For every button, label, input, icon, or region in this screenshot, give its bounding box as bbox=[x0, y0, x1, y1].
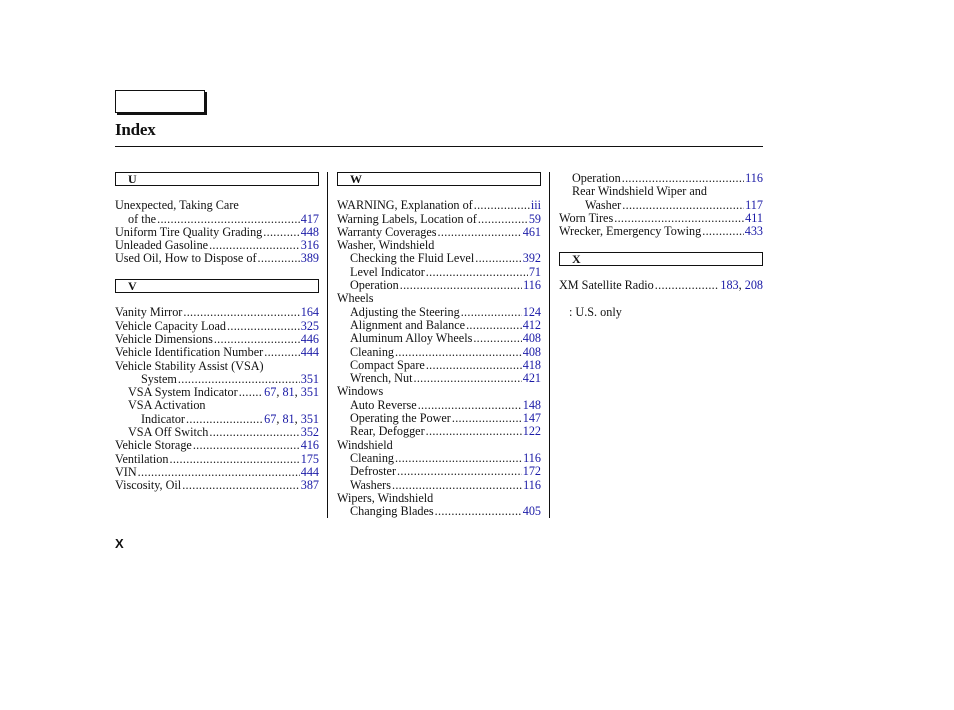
index-entry bbox=[115, 346, 319, 359]
entry-label: Vehicle Capacity Load bbox=[115, 318, 226, 333]
column-divider bbox=[549, 172, 550, 518]
title-divider bbox=[115, 146, 763, 147]
page-link[interactable]: 81 bbox=[282, 411, 295, 426]
entry-pages bbox=[523, 479, 541, 492]
entry-label: Washers bbox=[350, 477, 391, 492]
page-link[interactable]: 417 bbox=[300, 211, 319, 226]
section-gap bbox=[115, 266, 319, 279]
page-link[interactable]: 448 bbox=[300, 224, 319, 239]
entry-label: Wrecker, Emergency Towing bbox=[559, 224, 702, 239]
leader-dots bbox=[435, 505, 522, 518]
entry-label: Operation bbox=[572, 171, 621, 185]
leader-dots bbox=[258, 252, 300, 265]
entry-pages bbox=[745, 199, 763, 212]
entry-label: VSA System Indicator bbox=[128, 385, 238, 400]
entry-pages bbox=[523, 306, 541, 319]
leader-dots bbox=[426, 425, 522, 438]
entry-pages bbox=[523, 226, 541, 239]
entry-label: Cleaning bbox=[350, 344, 395, 359]
index-entry bbox=[559, 172, 763, 185]
entry-pages bbox=[523, 372, 541, 385]
index-entry bbox=[115, 453, 319, 466]
index-entry bbox=[115, 252, 319, 265]
index-entry bbox=[115, 413, 319, 426]
leader-dots bbox=[395, 452, 522, 465]
index-entry-heading: Washer, Windshield bbox=[337, 238, 435, 253]
page-link[interactable]: 117 bbox=[745, 197, 763, 212]
entry-pages bbox=[745, 225, 763, 238]
leader-dots bbox=[138, 466, 300, 479]
entry-label: Level Indicator bbox=[350, 264, 425, 279]
page-link[interactable]: 172 bbox=[522, 464, 541, 479]
entry-pages bbox=[523, 252, 541, 265]
entry-label: Wrench, Nut bbox=[350, 371, 413, 386]
section-gap bbox=[559, 292, 763, 305]
page-link[interactable]: 81 bbox=[282, 385, 295, 400]
page-link[interactable]: 124 bbox=[522, 304, 541, 319]
entry-pages bbox=[301, 426, 319, 439]
leader-dots bbox=[193, 439, 300, 452]
leader-dots bbox=[227, 320, 300, 333]
leader-dots bbox=[622, 172, 744, 185]
leader-dots bbox=[169, 453, 299, 466]
leader-dots bbox=[622, 199, 744, 212]
entry-pages bbox=[745, 172, 763, 185]
leader-dots bbox=[438, 226, 522, 239]
index-entry bbox=[337, 332, 541, 345]
entry-pages bbox=[301, 439, 319, 452]
page-link[interactable]: 444 bbox=[300, 345, 319, 360]
entry-pages bbox=[523, 359, 541, 372]
entry-pages bbox=[301, 479, 319, 492]
leader-dots bbox=[614, 212, 744, 225]
page-link[interactable]: 411 bbox=[745, 210, 763, 225]
entry-pages bbox=[523, 465, 541, 478]
page-link[interactable]: 433 bbox=[744, 224, 763, 239]
section-gap bbox=[115, 186, 319, 199]
index-entry bbox=[337, 213, 541, 226]
entry-label: Operation bbox=[350, 278, 399, 293]
entry-label: Used Oil, How to Dispose of bbox=[115, 251, 257, 266]
index-entry-heading: Rear Windshield Wiper and bbox=[572, 184, 707, 199]
section-header-x: X bbox=[559, 252, 763, 266]
index-entry bbox=[337, 359, 541, 372]
index-entry bbox=[337, 425, 541, 438]
leader-dots bbox=[478, 213, 528, 226]
index-entry-heading: VSA Activation bbox=[128, 398, 206, 413]
index-entry-heading: Wheels bbox=[337, 291, 374, 306]
entry-label: System bbox=[141, 371, 177, 386]
leader-dots bbox=[186, 413, 263, 426]
entry-label: Vehicle Dimensions bbox=[115, 331, 213, 346]
leader-dots bbox=[214, 333, 300, 346]
index-entry bbox=[115, 466, 319, 479]
leader-dots bbox=[239, 386, 263, 399]
index-entry bbox=[115, 226, 319, 239]
page-link[interactable]: 116 bbox=[745, 171, 763, 185]
entry-label: Warranty Coverages bbox=[337, 224, 437, 239]
section-gap bbox=[559, 266, 763, 279]
index-entry bbox=[115, 239, 319, 252]
page-letter: X bbox=[115, 536, 124, 551]
entry-pages bbox=[301, 252, 319, 265]
section-gap bbox=[559, 238, 763, 251]
entry-label: VIN bbox=[115, 464, 137, 479]
nav-box[interactable] bbox=[115, 90, 205, 113]
page-link[interactable]: 412 bbox=[522, 317, 541, 332]
leader-dots bbox=[263, 226, 299, 239]
entry-pages bbox=[523, 399, 541, 412]
page-link[interactable]: 164 bbox=[300, 305, 319, 320]
page-link[interactable]: 116 bbox=[523, 278, 541, 293]
entry-label: of the bbox=[128, 211, 157, 226]
leader-dots bbox=[461, 306, 522, 319]
index-entry bbox=[337, 372, 541, 385]
entry-pages: 67, 81, 351 bbox=[264, 411, 319, 426]
index-entry bbox=[115, 373, 319, 386]
entry-label: Indicator bbox=[141, 411, 185, 426]
section-header-v: V bbox=[115, 279, 319, 293]
entry-label: Vehicle Storage bbox=[115, 438, 192, 453]
leader-dots bbox=[475, 252, 521, 265]
entry-label: Warning Labels, Location of bbox=[337, 211, 477, 226]
index-entry-heading: Windows bbox=[337, 384, 384, 399]
entry-pages bbox=[301, 239, 319, 252]
page-link[interactable]: iii bbox=[530, 198, 541, 213]
index-entry bbox=[337, 279, 541, 292]
entry-label: Operating the Power bbox=[350, 411, 451, 426]
page-link[interactable]: 351 bbox=[300, 371, 319, 386]
page-link[interactable]: 418 bbox=[522, 357, 541, 372]
leader-dots bbox=[178, 373, 300, 386]
page-link[interactable]: 408 bbox=[522, 344, 541, 359]
index-entry bbox=[559, 212, 763, 225]
index-entry-heading: Unexpected, Taking Care bbox=[115, 198, 239, 213]
page-link[interactable]: 389 bbox=[300, 251, 319, 266]
page-link[interactable]: 316 bbox=[300, 238, 319, 253]
page-link[interactable]: 67 bbox=[264, 411, 277, 426]
index-entry bbox=[115, 439, 319, 452]
leader-dots bbox=[400, 279, 522, 292]
page-link[interactable]: 122 bbox=[522, 424, 541, 439]
entry-pages bbox=[301, 226, 319, 239]
page-title: Index bbox=[115, 120, 156, 139]
index-entry bbox=[337, 306, 541, 319]
entry-label: Worn Tires bbox=[559, 210, 614, 225]
entry-label: Compact Spare bbox=[350, 357, 425, 372]
entry-pages bbox=[531, 199, 541, 212]
section-gap bbox=[115, 293, 319, 306]
footnote: : U.S. only bbox=[569, 304, 622, 319]
index-entry-heading: Windshield bbox=[337, 437, 393, 452]
page-link[interactable]: 116 bbox=[523, 477, 541, 492]
entry-label: Rear, Defogger bbox=[350, 424, 425, 439]
index-entry bbox=[337, 226, 541, 239]
page-link[interactable]: 446 bbox=[300, 331, 319, 346]
leader-dots bbox=[474, 199, 530, 212]
page-link[interactable]: 325 bbox=[300, 318, 319, 333]
page-link[interactable]: 387 bbox=[300, 478, 319, 493]
index-entry bbox=[337, 399, 541, 412]
index-entry bbox=[337, 479, 541, 492]
column-divider bbox=[327, 172, 328, 518]
index-entry bbox=[559, 279, 763, 292]
entry-pages bbox=[529, 213, 541, 226]
index-entry bbox=[115, 320, 319, 333]
leader-dots bbox=[418, 399, 522, 412]
index-entry bbox=[337, 346, 541, 359]
index-entry bbox=[337, 319, 541, 332]
page-link[interactable]: 416 bbox=[300, 438, 319, 453]
index-entry bbox=[337, 412, 541, 425]
entry-pages bbox=[301, 333, 319, 346]
leader-dots bbox=[452, 412, 522, 425]
index-column-1 bbox=[115, 172, 319, 493]
leader-dots bbox=[397, 465, 522, 478]
index-column-2 bbox=[337, 172, 541, 518]
entry-label: Alignment and Balance bbox=[350, 317, 466, 332]
entry-pages bbox=[523, 425, 541, 438]
entry-pages bbox=[745, 212, 763, 225]
index-entry bbox=[115, 426, 319, 439]
page-link[interactable]: 351 bbox=[300, 411, 319, 426]
index-entry bbox=[559, 225, 763, 238]
page-link[interactable]: 408 bbox=[522, 331, 541, 346]
entry-pages bbox=[523, 505, 541, 518]
page-link[interactable]: 147 bbox=[522, 411, 541, 426]
leader-dots bbox=[157, 213, 300, 226]
entry-pages bbox=[301, 213, 319, 226]
leader-dots bbox=[392, 479, 522, 492]
page-link[interactable]: 352 bbox=[300, 425, 319, 440]
entry-pages bbox=[301, 373, 319, 386]
index-entry-heading: Wipers, Windshield bbox=[337, 490, 434, 505]
page-link[interactable]: 183 bbox=[720, 278, 739, 293]
page-link[interactable]: 59 bbox=[528, 211, 541, 226]
entry-pages bbox=[301, 306, 319, 319]
entry-label: Washer bbox=[585, 197, 622, 212]
index-entry bbox=[115, 306, 319, 319]
leader-dots bbox=[182, 479, 300, 492]
leader-dots bbox=[264, 346, 299, 359]
page-link[interactable]: 175 bbox=[300, 451, 319, 466]
index-entry bbox=[337, 252, 541, 265]
page-link[interactable]: 444 bbox=[300, 464, 319, 479]
leader-dots bbox=[395, 346, 522, 359]
page-link[interactable]: 461 bbox=[522, 224, 541, 239]
section-gap bbox=[337, 186, 541, 199]
entry-pages bbox=[523, 332, 541, 345]
entry-label: XM Satellite Radio bbox=[559, 278, 654, 293]
leader-dots bbox=[655, 279, 720, 292]
entry-pages bbox=[523, 319, 541, 332]
entry-label: WARNING, Explanation of bbox=[337, 198, 473, 213]
page-link[interactable]: 392 bbox=[522, 251, 541, 266]
entry-label: VSA Off Switch bbox=[128, 425, 209, 440]
index-entry bbox=[337, 505, 541, 518]
index-entry-heading: Vehicle Stability Assist (VSA) bbox=[115, 358, 264, 373]
entry-pages bbox=[523, 452, 541, 465]
entry-label: Defroster bbox=[350, 464, 397, 479]
page-link[interactable]: 67 bbox=[264, 385, 277, 400]
index-entry bbox=[337, 465, 541, 478]
entry-label: Changing Blades bbox=[350, 504, 434, 519]
entry-pages bbox=[529, 266, 541, 279]
leader-dots bbox=[466, 319, 522, 332]
index-entry bbox=[337, 452, 541, 465]
leader-dots bbox=[426, 266, 528, 279]
index-entry bbox=[115, 213, 319, 226]
leader-dots bbox=[702, 225, 743, 238]
page-link[interactable]: 116 bbox=[523, 450, 541, 465]
entry-pages: 67, 81, 351 bbox=[264, 385, 319, 400]
index-entry bbox=[115, 479, 319, 492]
entry-label: Ventilation bbox=[115, 451, 169, 466]
index-column-3 bbox=[559, 172, 763, 319]
entry-label: Cleaning bbox=[350, 450, 395, 465]
page-link[interactable]: 148 bbox=[522, 397, 541, 412]
entry-pages bbox=[523, 279, 541, 292]
entry-label: Aluminum Alloy Wheels bbox=[350, 331, 473, 346]
entry-label: Vehicle Identification Number bbox=[115, 345, 264, 360]
entry-label: Viscosity, Oil bbox=[115, 478, 182, 493]
page-link[interactable]: 351 bbox=[300, 385, 319, 400]
page-link[interactable]: 421 bbox=[522, 371, 541, 386]
entry-pages bbox=[301, 346, 319, 359]
entry-pages bbox=[301, 320, 319, 333]
entry-label: Auto Reverse bbox=[350, 397, 417, 412]
section-header-w: W bbox=[337, 172, 541, 186]
leader-dots bbox=[426, 359, 522, 372]
entry-pages bbox=[301, 466, 319, 479]
entry-label: Unleaded Gasoline bbox=[115, 238, 209, 253]
entry-pages bbox=[301, 453, 319, 466]
entry-pages bbox=[523, 346, 541, 359]
entry-label: Vanity Mirror bbox=[115, 305, 183, 320]
index-entry bbox=[337, 199, 541, 212]
page-link[interactable]: 405 bbox=[522, 504, 541, 519]
leader-dots bbox=[413, 372, 521, 385]
index-entry bbox=[115, 386, 319, 399]
leader-dots bbox=[209, 239, 300, 252]
leader-dots bbox=[473, 332, 521, 345]
section-header-u: U bbox=[115, 172, 319, 186]
leader-dots bbox=[209, 426, 299, 439]
page-link[interactable]: 71 bbox=[528, 264, 541, 279]
entry-pages: 183, 208 bbox=[720, 278, 763, 293]
entry-label: Adjusting the Steering bbox=[350, 304, 460, 319]
page-link[interactable]: 208 bbox=[744, 278, 763, 293]
entry-pages bbox=[523, 412, 541, 425]
index-entry bbox=[559, 199, 763, 212]
leader-dots bbox=[183, 306, 299, 319]
entry-label: Checking the Fluid Level bbox=[350, 251, 475, 266]
index-entry bbox=[115, 333, 319, 346]
entry-label: Uniform Tire Quality Grading bbox=[115, 224, 263, 239]
index-entry bbox=[337, 266, 541, 279]
